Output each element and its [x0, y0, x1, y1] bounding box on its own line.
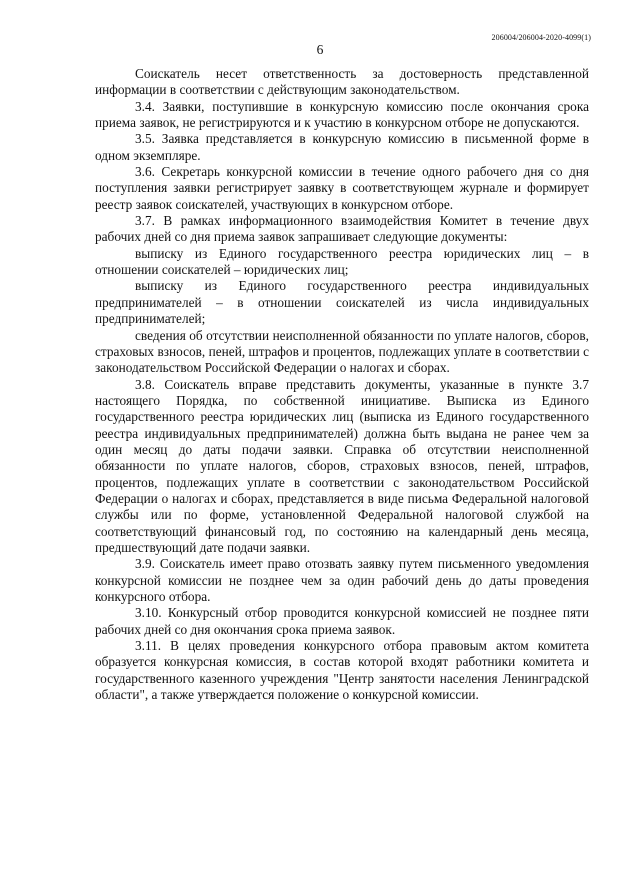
- list-item-egrul: выписку из Единого государственного реестра юридических лиц – в отношении соискателей – юридических лиц;: [95, 245, 589, 278]
- paragraph-3-4: 3.4. Заявки, поступившие в конкурсную комиссию после окончания срока приема заявок, не регистрируются и к участию в конкурсном отборе не допускаются.: [95, 98, 589, 131]
- paragraph-3-9: 3.9. Соискатель имеет право отозвать заявку путем письменного уведомления конкурсной комиссии не позднее чем за один рабочий день до даты проведения конкурсного отбора.: [95, 556, 589, 604]
- document-code: 206004/206004-2020-4099(1): [491, 33, 591, 42]
- paragraph-3-8: 3.8. Соискатель вправе представить документы, указанные в пункте 3.7 настоящего Порядка, по собственной инициативе. Выписка из Единого государственного реестра юридических лиц (выписка из Единого государственного реестра индивидуальных предпринимателей) должна быть выдана не ранее чем за один месяц до даты подачи заявки. Справка об отсутствии неисполненной обязанности по уплате налогов, сборов, страховых взносов, пеней, штрафов, процентов, подлежащих уплате в соответствии с законодательством Российской Федерации о налогах и сборах, представляется в виде письма Федеральной налоговой службы или по форме, установленной Федеральной налоговой службой на соответствующий финансовый год, по состоянию на календарный день месяца, предшествующий дате подачи заявки.: [95, 376, 589, 555]
- paragraph-3-7: 3.7. В рамках информационного взаимодействия Комитет в течение двух рабочих дней со дня приема заявок запрашивает следующие документы:: [95, 213, 589, 245]
- list-item-egrip: выписку из Единого государственного реестра индивидуальных предпринимателей – в отношении соискателей из числа индивидуальных предпринимателей;: [95, 278, 589, 327]
- paragraph-3-10: 3.10. Конкурсный отбор проводится конкурсной комиссией не позднее пяти рабочих дней со дня окончания срока приема заявок.: [95, 605, 589, 637]
- paragraph-3-6: 3.6. Секретарь конкурсной комиссии в течение одного рабочего дня со дня поступления заявки регистрирует заявку в соответствующем журнале и формирует реестр заявок соискателей, участвующих в конкурсном отборе.: [95, 164, 589, 212]
- paragraph-responsibility: Соискатель несет ответственность за достоверность представленной информации в соответствии с действующим законодательством.: [95, 66, 589, 98]
- page-number: 6: [316, 42, 324, 57]
- list-item-tax-info: сведения об отсутствии неисполненной обязанности по уплате налогов, сборов, страховых взносов, пеней, штрафов и процентов, подлежащих уплате в соответствии с законодательством Российской Федерации о налогах и сборах.: [95, 327, 589, 376]
- paragraph-3-11: 3.11. В целях проведения конкурсного отбора правовым актом комитета образуется конкурсная комиссия, в состав которой входят работники комитета и государственного казенного учреждения "Центр занятости населения Ленинградской области", а также утверждается положение о конкурсной комиссии.: [95, 638, 589, 703]
- document-body: [95, 66, 589, 703]
- paragraph-3-5: 3.5. Заявка представляется в конкурсную комиссию в письменной форме в одном экземпляре.: [95, 131, 589, 163]
